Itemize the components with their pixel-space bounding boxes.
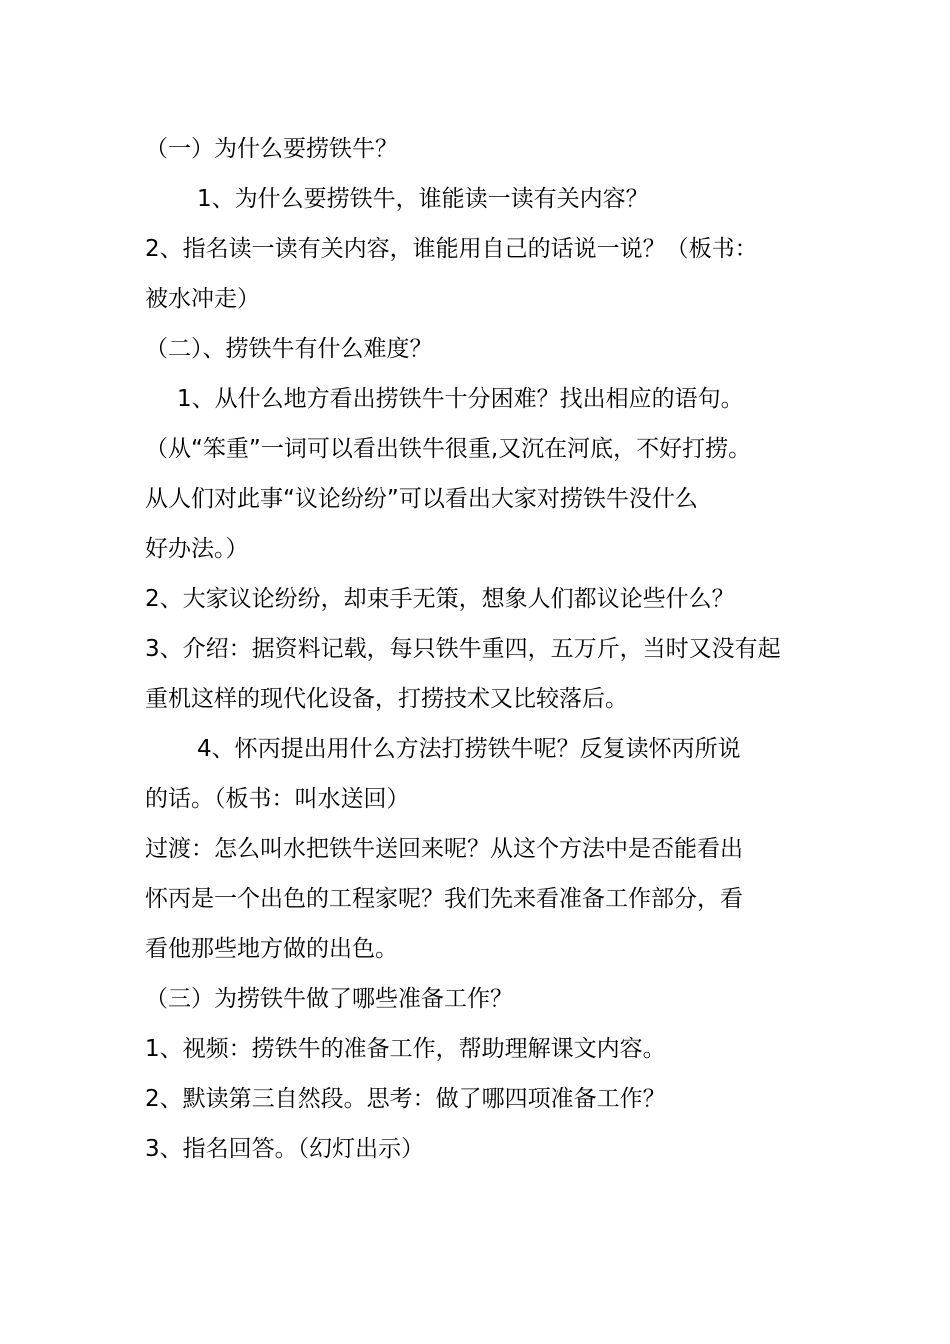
- text-line: 好办法。）: [145, 536, 249, 562]
- text-line: 2、指名读一读有关内容，谁能用自己的话说一说？（板书：: [145, 236, 758, 262]
- text-line: 1、视频：捞铁牛的准备工作，帮助理解课文内容。: [145, 1036, 666, 1062]
- text-line: 2、默读第三自然段。思考：做了哪四项准备工作？: [145, 1086, 666, 1112]
- text-line: 怀丙是一个出色的工程家呢？我们先来看准备工作部分，看: [145, 886, 743, 912]
- text-line: 2、大家议论纷纷，却束手无策，想象人们都议论些什么？: [145, 586, 735, 612]
- text-line: 3、介绍：据资料记载，每只铁牛重四，五万斤，当时又没有起: [145, 636, 781, 662]
- text-line: 4、怀丙提出用什么方法打捞铁牛呢？反复读怀丙所说: [197, 736, 741, 762]
- text-line: 从人们对此事“议论纷纷”可以看出大家对捞铁牛没什么: [145, 486, 698, 512]
- text-line: 被水冲走）: [145, 286, 260, 312]
- text-line: 1、从什么地方看出捞铁牛十分困难？找出相应的语句。: [177, 386, 744, 412]
- section-heading-2: （二）、捞铁牛有什么难度？: [145, 336, 433, 362]
- text-line: （从“笨重”一词可以看出铁牛很重,又沉在河底，不好打捞。: [145, 436, 752, 462]
- text-line: 的话。（板书：叫水送回）: [145, 786, 410, 812]
- text-line: 过渡：怎么叫水把铁牛送回来呢？从这个方法中是否能看出: [145, 836, 743, 862]
- section-heading-1: （一）为什么要捞铁牛？: [145, 136, 398, 162]
- section-heading-3: （三）为捞铁牛做了哪些准备工作？: [145, 986, 513, 1012]
- text-line: 重机这样的现代化设备，打捞技术又比较落后。: [145, 686, 628, 712]
- text-line: 1、为什么要捞铁牛，谁能读一读有关内容？: [197, 186, 649, 212]
- text-line: 3、指名回答。（幻灯出示）: [145, 1136, 425, 1162]
- text-line: 看他那些地方做的出色。: [145, 936, 398, 962]
